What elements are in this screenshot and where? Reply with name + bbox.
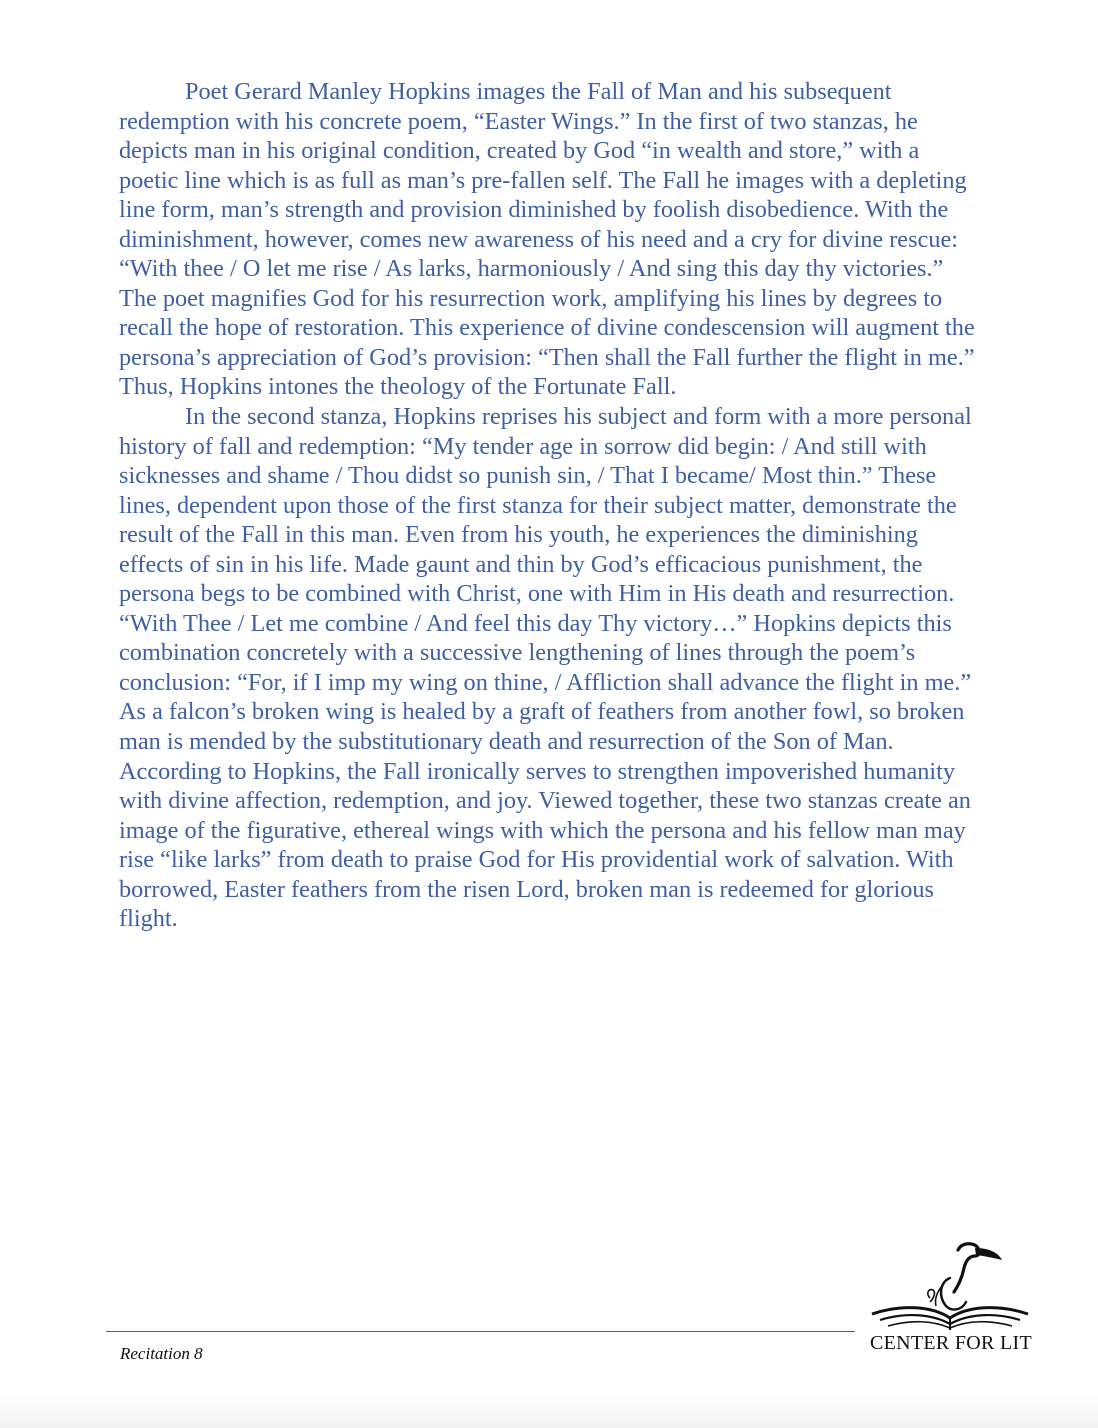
logo-wordmark: CENTER FOR LIT [870,1332,1032,1354]
footer-divider [106,1331,855,1332]
essay-body [119,77,979,934]
center-for-lit-logo [862,1240,1038,1358]
essay-paragraph-1: Poet Gerard Manley Hopkins images the Fall of Man and his subsequent redemption with his concrete poem, “Easter Wings.” In the first of two stanzas, he depicts man in his original condition, created by God “in wealth and store,” with a poetic line which is as full as man’s pre-fallen self. The Fall he images with a depleting line form, man’s strength and provision diminished by foolish disobedience. With the diminishment, however, comes new awareness of his need and a cry for divine rescue: “With thee / O let me rise / As larks, harmoniously / And sing this day thy victories.” The poet magnifies God for his resurrection work, amplifying his lines by degrees to recall the hope of restoration. This experience of divine condescension will augment the persona’s appreciation of God’s provision: “Then shall the Fall further the flight in me.” Thus, Hopkins intones the theology of the Fortunate Fall. [119,78,975,401]
page-bottom-edge [0,1392,1098,1428]
pelican-on-open-book-icon [862,1240,1038,1336]
essay-paragraph-2: In the second stanza, Hopkins reprises his subject and form with a more personal history of fall and redemption: “My tender age in sorrow did begin: / And still with sicknesses and shame / Thou didst so punish sin, / That I became/ Most thin.” These lines, dependent upon those of the first stanza for their subject matter, demonstrate the result of the Fall in this man. Even from his youth, he experiences the diminishing effects of sin in his life. Made gaunt and thin by God’s efficacious punishment, the persona begs to be combined with Christ, one with Him in His death and resurrection. “With Thee / Let me combine / And feel this day Thy victory…” Hopkins depicts this combination concretely with a successive lengthening of lines through the poem’s conclusion: “For, if I imp my wing on thine, / Affliction shall advance the flight in me.” As a falcon’s broken wing is healed by a graft of feathers from another fowl, so broken man is mended by the substitutionary death and resurrection of the Son of Man. According to Hopkins, the Fall ironically serves to strengthen impoverished humanity with divine affection, redemption, and joy. Viewed together, these two stanzas create an image of the figurative, ethereal wings with which the persona and his fellow man may rise “like larks” from death to praise God for His providential work of salvation. With borrowed, Easter feathers from the risen Lord, broken man is redeemed for glorious flight. [119,403,972,933]
footer-page-label: Recitation 8 [120,1344,203,1363]
